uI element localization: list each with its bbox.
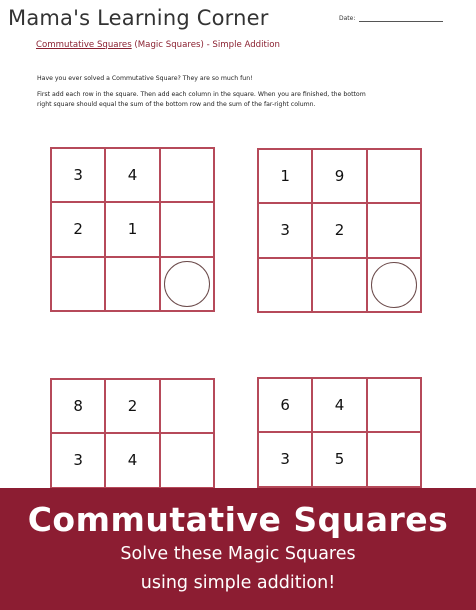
promo-banner xyxy=(0,488,476,610)
square-cell: 3 xyxy=(258,203,312,257)
date-field xyxy=(339,14,443,22)
banner-line-1: Solve these Magic Squares xyxy=(120,544,356,564)
square-cell xyxy=(367,432,421,486)
square-cell xyxy=(160,202,214,256)
square-cell: 4 xyxy=(312,378,366,432)
square-cell: 6 xyxy=(258,378,312,432)
instruction-line-3: right square should equal the sum of the bottom row and the sum of the far-right column. xyxy=(37,101,316,108)
square-cell xyxy=(160,433,214,487)
date-line xyxy=(359,14,443,22)
answer-cell xyxy=(367,258,421,312)
square-cell: 4 xyxy=(105,433,159,487)
square-cell: 5 xyxy=(312,432,366,486)
square-cell: 1 xyxy=(258,149,312,203)
square-cell: 3 xyxy=(51,148,105,202)
worksheet-title: Mama's Learning Corner xyxy=(8,6,269,30)
answer-cell xyxy=(160,257,214,311)
square-cell xyxy=(367,149,421,203)
square-cell: 1 xyxy=(105,202,159,256)
answer-circle-icon xyxy=(371,262,417,308)
worksheet-subtitle xyxy=(36,40,280,50)
square-cell: 2 xyxy=(105,379,159,433)
square-cell: 9 xyxy=(312,149,366,203)
magic-square-2 xyxy=(257,148,422,313)
square-cell: 8 xyxy=(51,379,105,433)
magic-square-1 xyxy=(50,147,215,312)
instruction-line-2: First add each row in the square. Then add each column in the square. When you are finished, the bottom xyxy=(37,91,366,98)
banner-line-2: using simple addition! xyxy=(140,573,336,593)
square-cell xyxy=(51,257,105,311)
square-cell xyxy=(105,257,159,311)
date-label: Date: xyxy=(339,15,356,22)
subtitle-detail: (Magic Squares) - Simple Addition xyxy=(131,40,280,50)
instruction-line-1: Have you ever solved a Commutative Square? They are so much fun! xyxy=(37,75,253,82)
answer-circle-icon xyxy=(164,261,210,307)
subtitle-topic: Commutative Squares xyxy=(36,40,132,50)
square-cell xyxy=(258,258,312,312)
square-cell: 3 xyxy=(51,433,105,487)
square-cell xyxy=(160,379,214,433)
square-cell: 3 xyxy=(258,432,312,486)
square-cell: 2 xyxy=(51,202,105,256)
square-cell: 2 xyxy=(312,203,366,257)
square-cell xyxy=(367,203,421,257)
banner-title: Commutative Squares xyxy=(27,500,449,539)
square-cell xyxy=(312,258,366,312)
square-cell xyxy=(367,378,421,432)
square-cell: 4 xyxy=(105,148,159,202)
square-cell xyxy=(160,148,214,202)
